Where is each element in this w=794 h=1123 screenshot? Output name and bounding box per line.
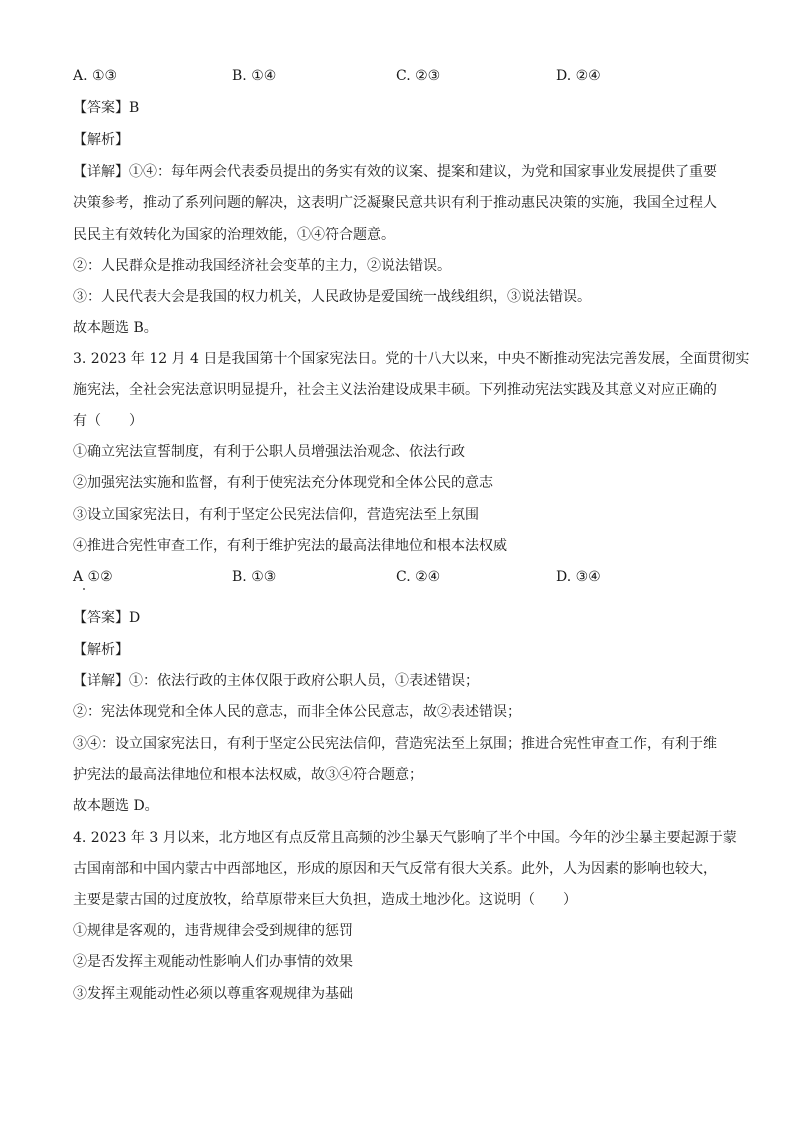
q2-option-d: D. ②④ [556, 68, 601, 84]
q3-detail-line-4: 护宪法的最高法律地位和根本法权威，故③④符合题意； [73, 767, 423, 783]
q2-answer: 【答案】B [73, 100, 140, 116]
q4-item-1: ①规律是客观的，违背规律会受到规律的惩罚 [73, 923, 353, 939]
q4-stem-line-3: 主要是蒙古国的过度放牧，给草原带来巨大负担，造成土地沙化。这说明（ ） [73, 892, 577, 908]
q3-analysis-heading: 【解析】 [73, 642, 129, 658]
q3-option-d: D. ③④ [556, 569, 601, 585]
q3-option-b: B. ①③ [232, 569, 277, 585]
q2-detail-line-4: ②：人民群众是推动我国经济社会变革的主力，②说法错误。 [73, 258, 451, 274]
q2-conclusion: 故本题选 B。 [73, 320, 158, 336]
q3-item-4: ④推进合宪性审查工作，有利于维护宪法的最高法律地位和根本法权威 [73, 538, 507, 554]
q3-item-3: ③设立国家宪法日，有利于坚定公民宪法信仰，营造宪法至上氛围 [73, 507, 479, 523]
q3-conclusion: 故本题选 D。 [73, 798, 159, 814]
q3-detail-line-1: 【详解】①：依法行政的主体仅限于政府公职人员，①表述错误； [73, 673, 479, 689]
q2-detail-line-5: ③：人民代表大会是我国的权力机关，人民政协是爱国统一战线组织，③说法错误。 [73, 289, 591, 305]
q3-detail-line-3: ③④：设立国家宪法日，有利于坚定公民宪法信仰，营造宪法至上氛围；推进合宪性审查工作，有利于维 [73, 736, 717, 752]
q3-option-c: C. ②④ [396, 569, 441, 585]
q3-item-2: ②加强宪法实施和监督，有利于使宪法充分体现党和全体公民的意志 [73, 475, 493, 491]
q2-option-c: C. ②③ [396, 68, 441, 84]
q3-item-1: ①确立宪法宣誓制度，有利于公职人员增强法治观念、依法行政 [73, 444, 465, 460]
q3-answer: 【答案】D [73, 610, 141, 626]
q3-stem-line-2: 施宪法，全社会宪法意识明显提升，社会主义法治建设成果丰硕。下列推动宪法实践及其意义对应正确的 [73, 382, 717, 398]
q4-item-3: ③发挥主观能动性必须以尊重客观规律为基础 [73, 986, 353, 1002]
q4-item-2: ②是否发挥主观能动性影响人们办事情的效果 [73, 954, 353, 970]
q2-analysis-heading: 【解析】 [73, 132, 129, 148]
q2-detail-line-1: 【详解】①④：每年两会代表委员提出的务实有效的议案、提案和建议，为党和国家事业发展提供了重要 [73, 164, 717, 180]
stray-mark [83, 588, 85, 590]
q3-detail-line-2: ②：宪法体现党和全体人民的意志，而非全体公民意志，故②表述错误； [73, 704, 521, 720]
q3-stem-line-3: 有（ ） [73, 413, 143, 429]
q3-option-a: A ①② [73, 569, 113, 585]
q2-detail-line-3: 民民主有效转化为国家的治理效能，①④符合题意。 [73, 227, 395, 243]
q2-option-a: A. ①③ [73, 68, 118, 84]
q4-stem-line-2: 古国南部和中国内蒙古中西部地区，形成的原因和天气反常有很大关系。此外，人为因素的影响也较大， [73, 861, 717, 877]
q2-option-b: B. ①④ [232, 68, 277, 84]
q3-stem-line-1: 3. 2023 年 12 月 4 日是我国第十个国家宪法日。党的十八大以来，中央不断推动宪法完善发展，全面贯彻实 [73, 351, 750, 367]
q2-detail-line-2: 决策参考，推动了系列问题的解决，这表明广泛凝聚民意共识有利于推动惠民决策的实施，我国全过程人 [73, 195, 717, 211]
q4-stem-line-1: 4. 2023 年 3 月以来，北方地区有点反常且高频的沙尘暴天气影响了半个中国。今年的沙尘暴主要起源于蒙 [73, 830, 737, 846]
